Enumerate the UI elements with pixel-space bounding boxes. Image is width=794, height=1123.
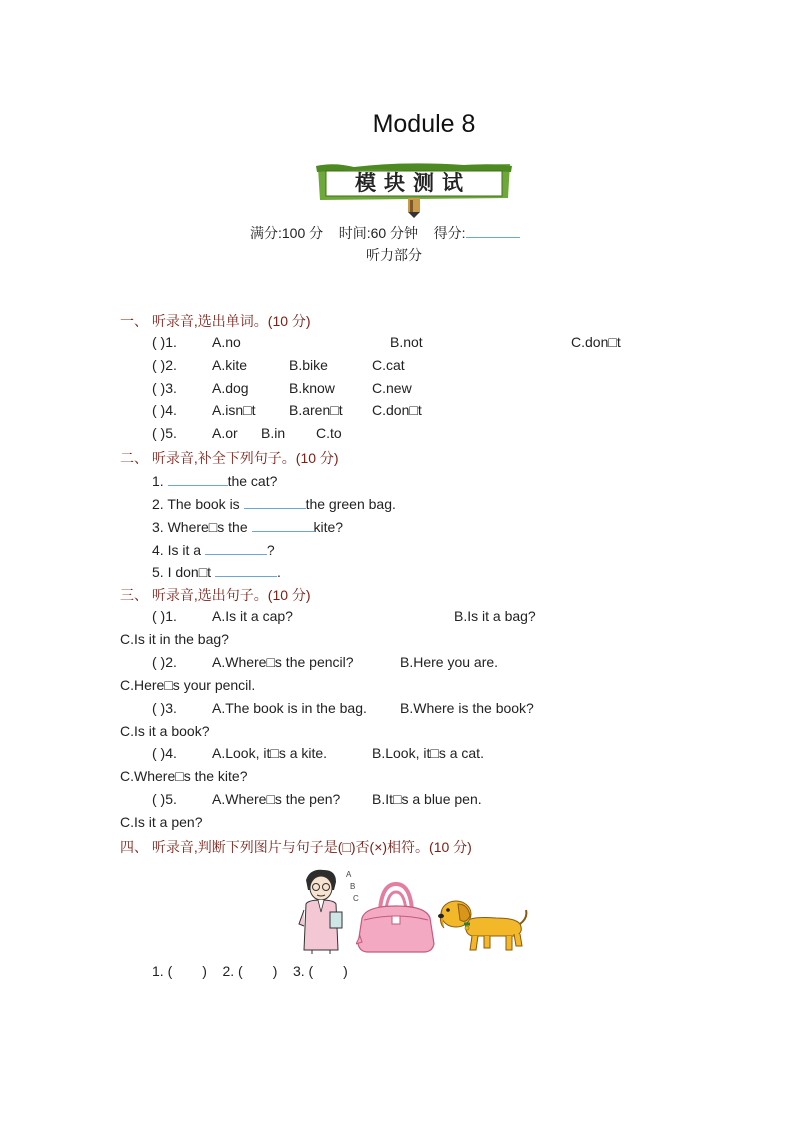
- s1-item1-num[interactable]: ( )1.: [152, 334, 177, 350]
- s3-item2-b[interactable]: B.Here you are.: [400, 654, 499, 670]
- score-line: [250, 223, 520, 243]
- s2-item1-post: the cat?: [227, 473, 278, 489]
- s3-item4-b[interactable]: B.Look, it□s a cat.: [372, 745, 484, 761]
- s1-item5-num[interactable]: ( )5.: [152, 425, 177, 441]
- s2-item4: [152, 540, 275, 558]
- s3-item1-b[interactable]: B.Is it a bag?: [454, 608, 536, 624]
- s3-item1-c[interactable]: C.Is it in the bag?: [120, 631, 229, 647]
- s2-item2-post: the green bag.: [305, 496, 396, 512]
- s1-item2-num[interactable]: ( )2.: [152, 357, 177, 373]
- s2-item3-blank[interactable]: [252, 517, 314, 532]
- section2-heading: 二、 听录音,补全下列句子。(10 分): [120, 450, 339, 466]
- s4-answer1-open[interactable]: 1. (: [152, 963, 173, 979]
- full-marks: 满分:100 分: [250, 225, 324, 241]
- teacher-picture: [298, 866, 364, 954]
- s3-item2-c[interactable]: C.Here□s your pencil.: [120, 677, 256, 693]
- s2-item5-post: .: [276, 564, 281, 580]
- s1-item2-c[interactable]: C.cat: [372, 357, 405, 373]
- s1-item4-b[interactable]: B.aren□t: [289, 402, 343, 418]
- section3-heading: 三、 听录音,选出句子。(10 分): [120, 587, 311, 603]
- s2-item4-blank[interactable]: [205, 540, 267, 555]
- s3-item5-a[interactable]: A.Where□s the pen?: [212, 791, 341, 807]
- s2-item1-pre: 1.: [152, 473, 164, 489]
- s3-item3-c[interactable]: C.Is it a book?: [120, 723, 210, 739]
- s3-item4-a[interactable]: A.Look, it□s a kite.: [212, 745, 328, 761]
- pencil-icon: [408, 198, 420, 218]
- s2-item4-post: ?: [266, 542, 275, 558]
- s3-item5-c[interactable]: C.Is it a pen?: [120, 814, 203, 830]
- s2-item3: [152, 517, 343, 535]
- s3-item5-num[interactable]: ( )5.: [152, 791, 177, 807]
- section4-answers: [152, 963, 348, 979]
- s2-item3-post: kite?: [313, 519, 344, 535]
- s4-answer2-close[interactable]: ): [272, 963, 278, 979]
- s3-item3-a[interactable]: A.The book is in the bag.: [212, 700, 367, 716]
- s1-item3-c[interactable]: C.new: [372, 380, 412, 396]
- s3-item3-num[interactable]: ( )3.: [152, 700, 177, 716]
- s2-item2: [152, 494, 396, 512]
- s1-item1-c[interactable]: C.don□t: [571, 334, 621, 350]
- s2-item1-blank[interactable]: [168, 471, 228, 486]
- s1-item1-b[interactable]: B.not: [390, 334, 423, 350]
- s3-item4-num[interactable]: ( )4.: [152, 745, 177, 761]
- time-limit: 时间:60 分钟: [338, 225, 419, 241]
- s1-item3-num[interactable]: ( )3.: [152, 380, 177, 396]
- s1-item3-a[interactable]: A.dog: [212, 380, 249, 396]
- s2-item2-pre: 2. The book is: [152, 496, 240, 512]
- s1-item4-num[interactable]: ( )4.: [152, 402, 177, 418]
- score-blank[interactable]: [466, 223, 520, 238]
- s4-answer1-close[interactable]: ): [202, 963, 207, 979]
- s2-item4-pre: 4. Is it a: [152, 542, 202, 558]
- s2-item5-blank[interactable]: [215, 562, 277, 577]
- s3-item3-b[interactable]: B.Where is the book?: [400, 700, 534, 716]
- s3-item1-num[interactable]: ( )1.: [152, 608, 177, 624]
- s2-item1: [152, 471, 277, 489]
- s1-item2-b[interactable]: B.bike: [289, 357, 328, 373]
- s3-item2-a[interactable]: A.Where□s the pencil?: [212, 654, 354, 670]
- s1-item5-a[interactable]: A.or: [212, 425, 238, 441]
- s1-item5-b[interactable]: B.in: [261, 425, 286, 441]
- page-title: Module 8: [372, 110, 476, 138]
- section-subtitle: 听力部分: [366, 247, 422, 263]
- s3-item5-b[interactable]: B.It□s a blue pen.: [372, 791, 482, 807]
- s1-item3-b[interactable]: B.know: [289, 380, 335, 396]
- s2-item3-pre: 3. Where□s the: [152, 519, 248, 535]
- s1-item4-a[interactable]: A.isn□t: [212, 402, 256, 418]
- s3-item1-a[interactable]: A.Is it a cap?: [212, 608, 293, 624]
- s4-answer2-open[interactable]: 2. (: [222, 963, 243, 979]
- letter-c: C: [353, 894, 359, 903]
- s2-item5-pre: 5. I don□t: [152, 564, 212, 580]
- dog-picture: [436, 894, 528, 954]
- s1-item4-c[interactable]: C.don□t: [372, 402, 422, 418]
- s3-item2-num[interactable]: ( )2.: [152, 654, 177, 670]
- banner-title: 模块测试: [355, 171, 471, 195]
- score-label: 得分:: [433, 225, 466, 241]
- s1-item1-a[interactable]: A.no: [212, 334, 241, 350]
- letter-a: A: [346, 870, 352, 879]
- section4-heading: 四、 听录音,判断下列图片与句子是(□)否(×)相符。(10 分): [120, 839, 472, 855]
- s4-answer3-close[interactable]: ): [343, 963, 348, 979]
- s2-item5: [152, 562, 281, 580]
- section1-heading: 一、 听录音,选出单词。(10 分): [120, 313, 311, 329]
- s4-answer3-open[interactable]: 3. (: [292, 963, 314, 979]
- bag-picture: [356, 880, 436, 954]
- s3-item4-c[interactable]: C.Where□s the kite?: [120, 768, 248, 784]
- s1-item2-a[interactable]: A.kite: [212, 357, 248, 373]
- s2-item2-blank[interactable]: [244, 494, 306, 509]
- s1-item5-c[interactable]: C.to: [316, 425, 342, 441]
- letter-b: B: [350, 882, 356, 891]
